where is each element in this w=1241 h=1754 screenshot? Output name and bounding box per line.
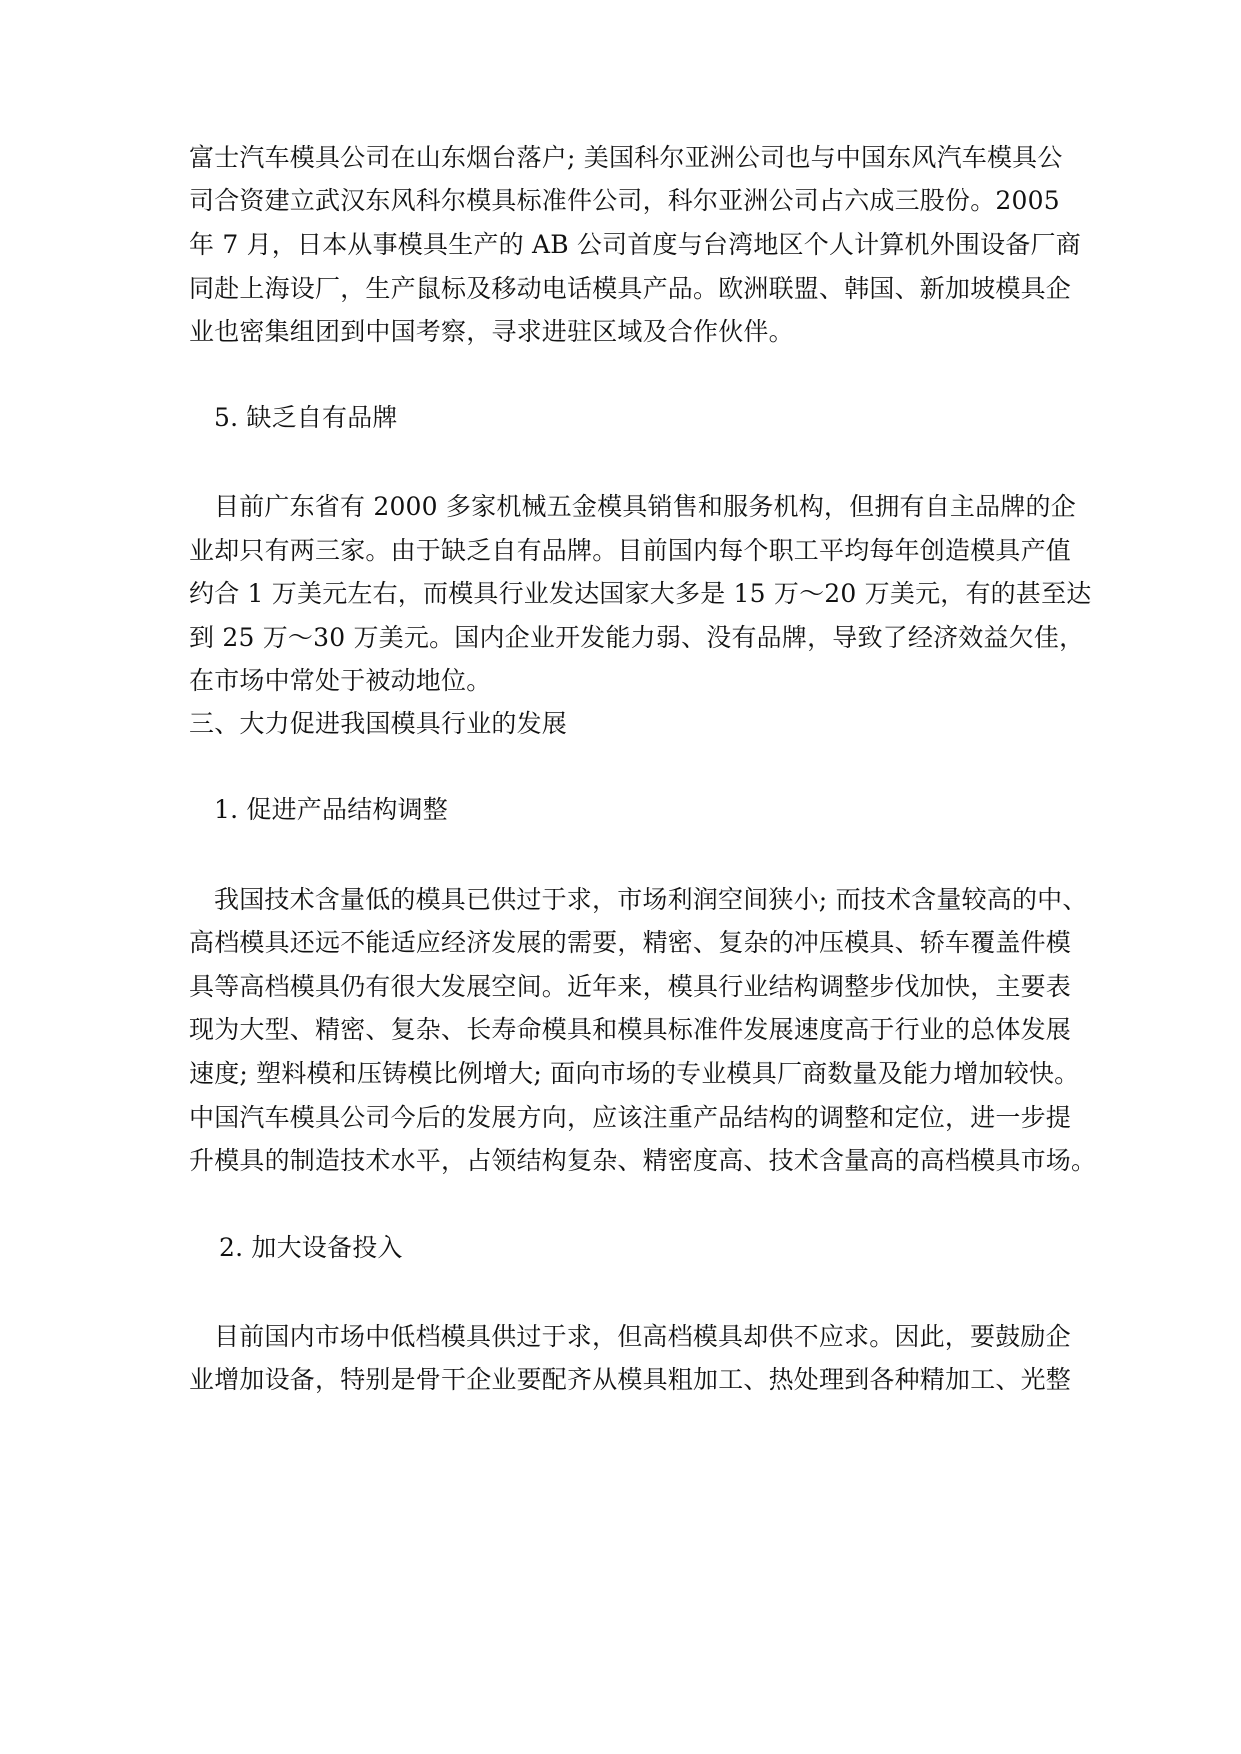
paragraph-1-line-1: 富士汽车模具公司在山东烟台落户; 美国科尔亚洲公司也与中国东风汽车模具公 [189,143,1063,172]
paragraph-2-line-1: 目前广东省有 2000 多家机械五金模具销售和服务机构，但拥有自主品牌的企 [214,492,1076,521]
paragraph-1-line-5: 业也密集组团到中国考察，寻求进驻区域及合作伙伴。 [189,317,794,346]
paragraph-4-line-2: 业增加设备，特别是骨干企业要配齐从模具粗加工、热处理到各种精加工、光整 [189,1365,1072,1394]
paragraph-3-line-2: 高档模具还远不能适应经济发展的需要，精密、复杂的冲压模具、轿车覆盖件模 [189,928,1072,957]
paragraph-2-line-5: 在市场中常处于被动地位。 [189,666,492,695]
paragraph-4-line-1: 目前国内市场中低档模具供过于求，但高档模具却供不应求。因此，要鼓励企 [214,1322,1071,1351]
paragraph-2-line-4: 到 25 万～30 万美元。国内企业开发能力弱、没有品牌，导致了经济效益欠佳， [189,623,1085,652]
heading-2: 2. 加大设备投入 [219,1233,403,1262]
heading-5: 5. 缺乏自有品牌 [214,403,398,432]
paragraph-1-line-4: 同赴上海设厂，生产鼠标及移动电话模具产品。欧洲联盟、韩国、新加坡模具企 [189,274,1072,303]
paragraph-1-line-3: 年 7 月，日本从事模具生产的 AB 公司首度与台湾地区个人计算机外围设备厂商 [189,230,1081,259]
paragraph-3-line-6: 中国汽车模具公司今后的发展方向，应该注重产品结构的调整和定位，进一步提 [189,1103,1072,1132]
section-3-title: 三、大力促进我国模具行业的发展 [189,709,568,738]
paragraph-3-line-4: 现为大型、精密、复杂、长寿命模具和模具标准件发展速度高于行业的总体发展 [189,1015,1072,1044]
paragraph-3-line-3: 具等高档模具仍有很大发展空间。近年来，模具行业结构调整步伐加快，主要表 [189,972,1072,1001]
paragraph-3-line-5: 速度; 塑料模和压铸模比例增大; 面向市场的专业模具厂商数量及能力增加较快。 [189,1059,1080,1088]
paragraph-1-line-2: 司合资建立武汉东风科尔模具标准件公司，科尔亚洲公司占六成三股份。2005 [189,186,1060,215]
heading-1: 1. 促进产品结构调整 [214,795,449,824]
paragraph-3-line-7: 升模具的制造技术水平，占领结构复杂、精密度高、技术含量高的高档模具市场。 [189,1146,1097,1175]
paragraph-3-line-1: 我国技术含量低的模具已供过于求，市场利润空间狭小; 而技术含量较高的中、 [214,885,1088,914]
paragraph-2-line-3: 约合 1 万美元左右，而模具行业发达国家大多是 15 万～20 万美元，有的甚至达 [189,579,1092,608]
paragraph-2-line-2: 业却只有两三家。由于缺乏自有品牌。目前国内每个职工平均每年创造模具产值 [189,536,1072,565]
